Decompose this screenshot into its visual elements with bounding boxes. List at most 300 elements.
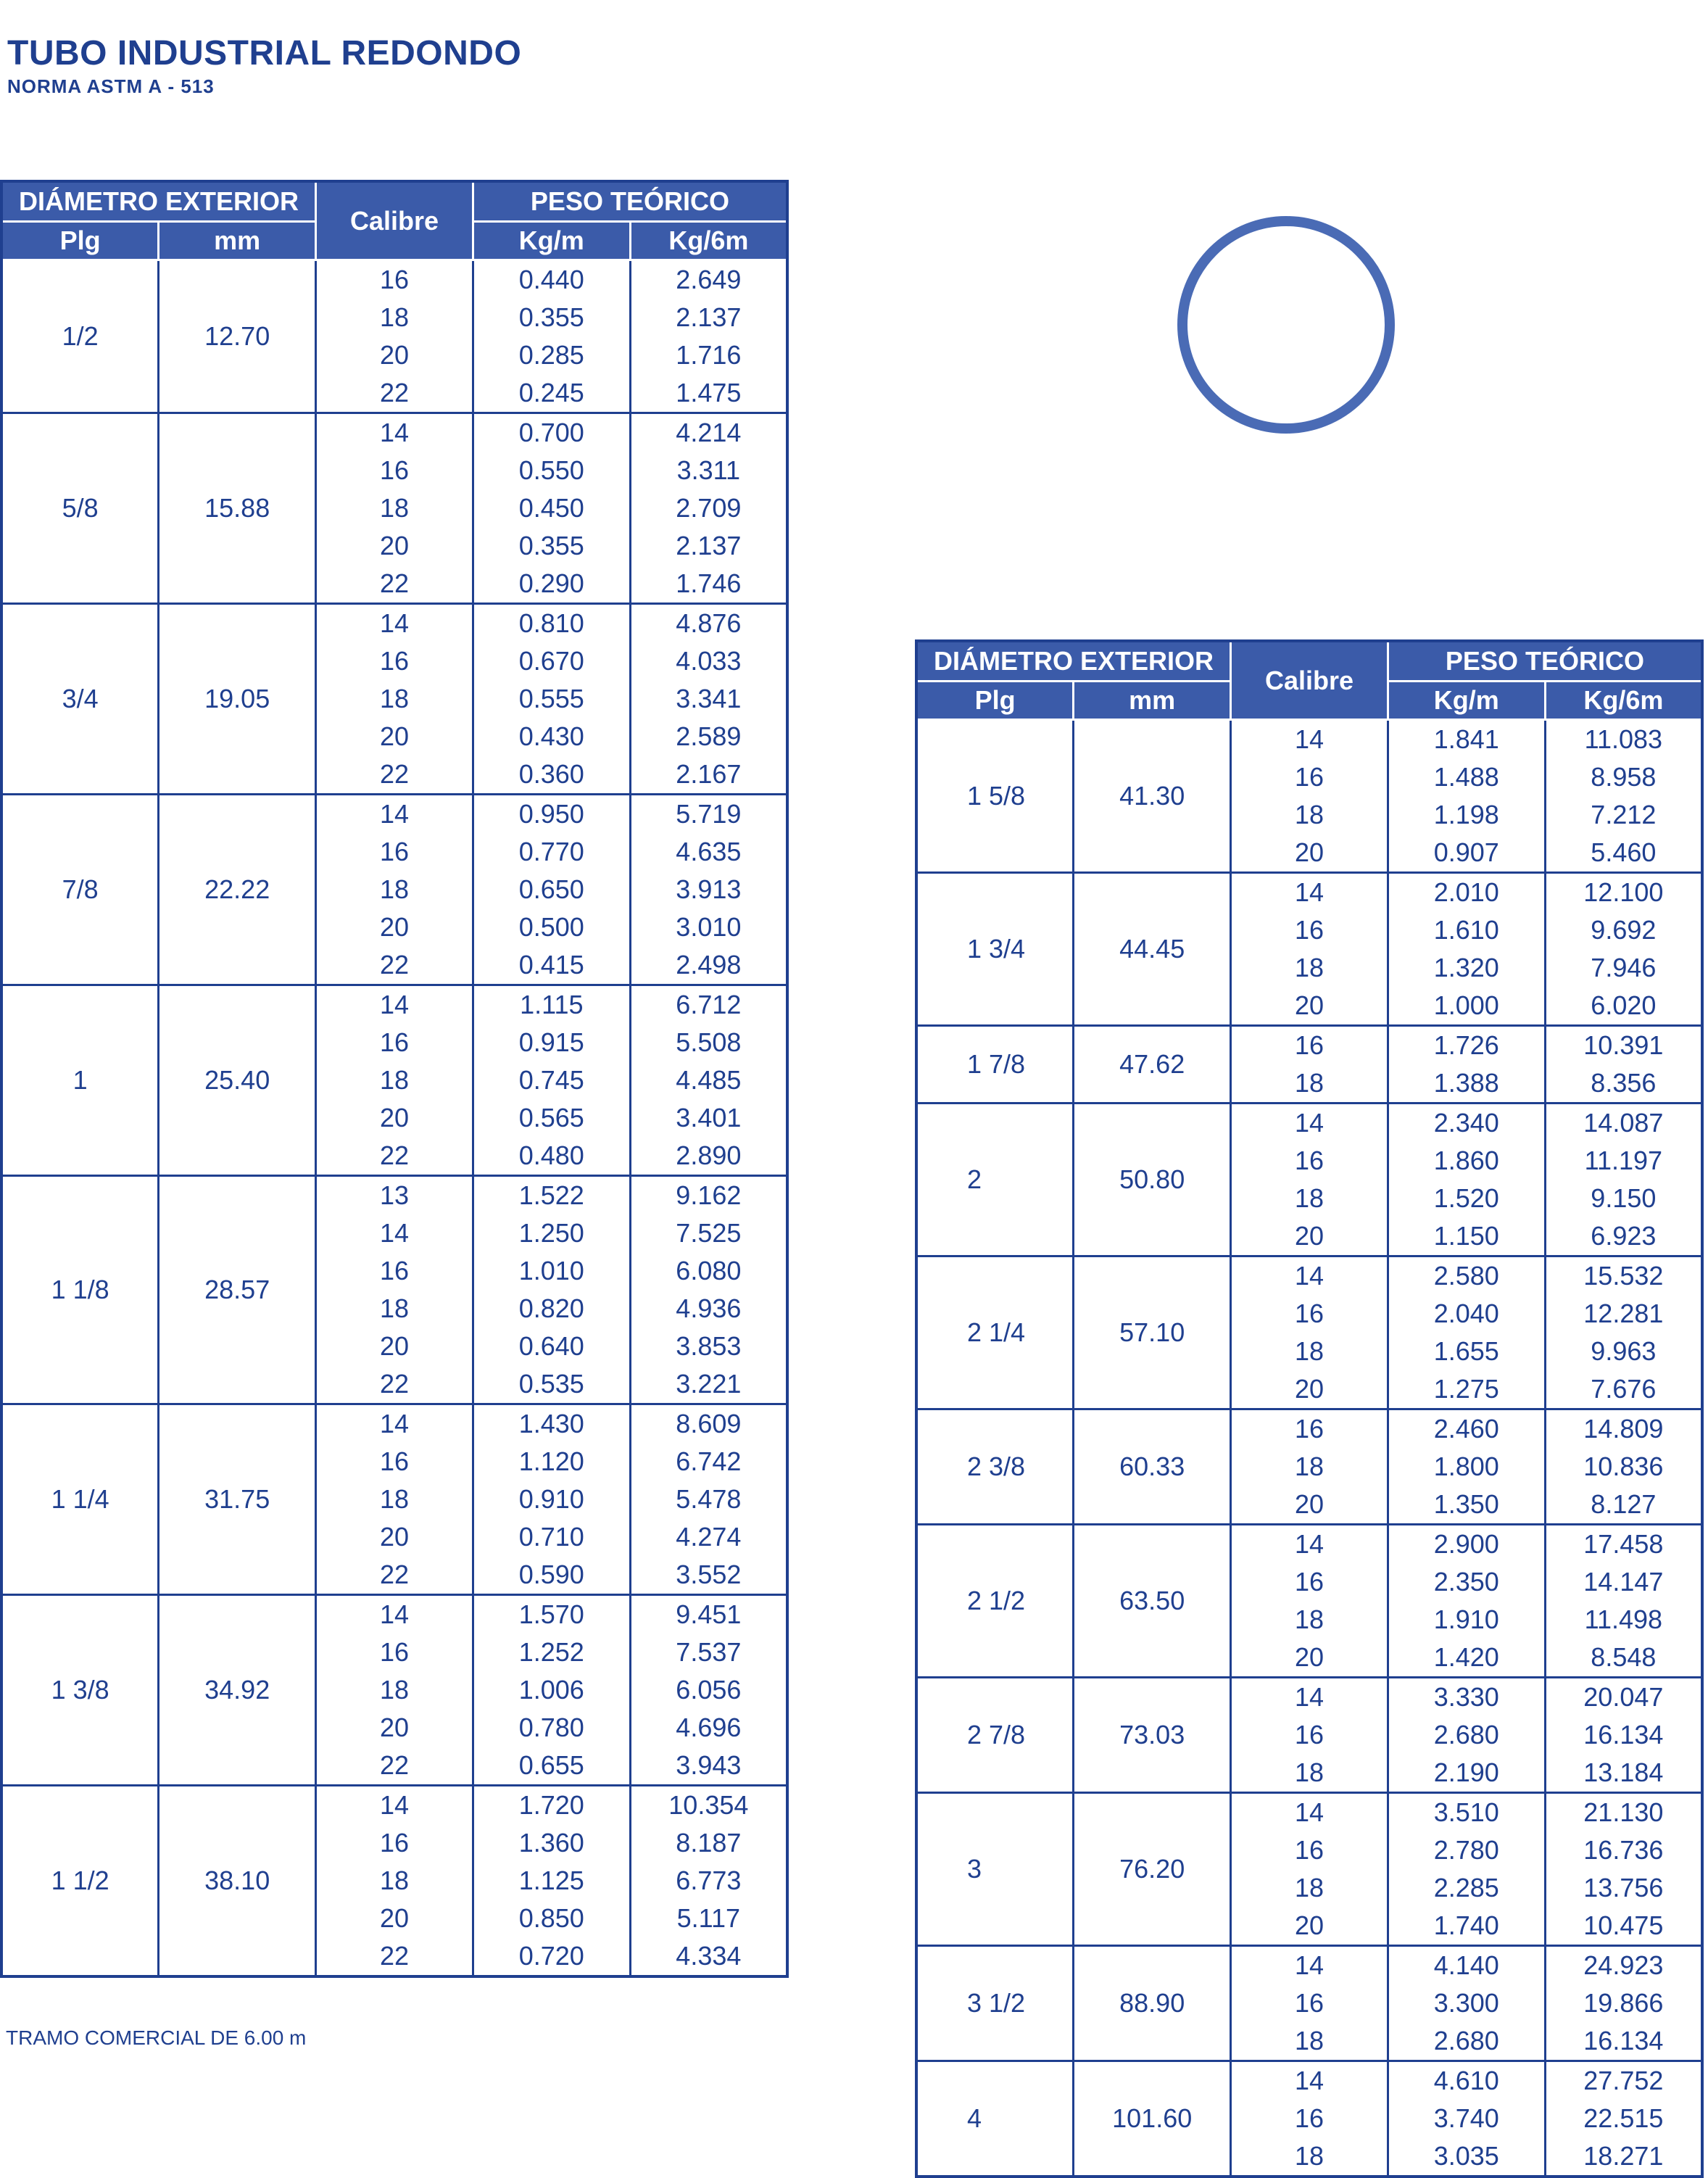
cell-kgm: 0.710 (473, 1518, 630, 1556)
cell-calibre: 14 (316, 1786, 473, 1825)
cell-kgm: 1.910 (1388, 1601, 1545, 1639)
cell-calibre: 20 (1231, 1639, 1388, 1678)
cell-kg6m: 6.080 (630, 1252, 787, 1290)
cell-kg6m: 16.134 (1545, 2022, 1702, 2061)
table-row (916, 1678, 1702, 1717)
cell-plg: 2 (916, 1104, 1074, 1256)
cell-calibre: 18 (1231, 1601, 1388, 1639)
cell-calibre: 18 (316, 1862, 473, 1900)
cell-kg6m: 9.963 (1545, 1333, 1702, 1370)
cell-kgm: 1.520 (1388, 1180, 1545, 1217)
cell-calibre: 18 (316, 299, 473, 336)
cell-kgm: 0.290 (473, 565, 630, 604)
cell-calibre: 16 (1231, 1295, 1388, 1333)
cell-calibre: 20 (316, 1709, 473, 1747)
table-row (916, 2061, 1702, 2100)
cell-kgm: 1.800 (1388, 1448, 1545, 1486)
cell-calibre: 20 (316, 527, 473, 565)
cell-kg6m: 2.890 (630, 1137, 787, 1176)
cell-calibre: 18 (316, 680, 473, 718)
cell-calibre: 18 (316, 1671, 473, 1709)
header-kgm: Kg/m (1388, 682, 1545, 720)
cell-calibre: 20 (1231, 987, 1388, 1026)
cell-calibre: 14 (316, 795, 473, 834)
cell-calibre: 16 (1231, 1716, 1388, 1754)
cell-kgm: 3.300 (1388, 1984, 1545, 2022)
cell-kgm: 1.720 (473, 1786, 630, 1825)
cell-kgm: 0.780 (473, 1709, 630, 1747)
cell-kg6m: 18.271 (1545, 2137, 1702, 2177)
page-subtitle: NORMA ASTM A - 513 (7, 75, 215, 97)
cell-kg6m: 4.214 (630, 413, 787, 452)
cell-mm: 60.33 (1074, 1409, 1231, 1525)
cell-calibre: 20 (1231, 834, 1388, 873)
cell-kgm: 1.115 (473, 985, 630, 1024)
cell-kgm: 1.522 (473, 1176, 630, 1215)
cell-kgm: 2.580 (1388, 1256, 1545, 1296)
cell-kgm: 0.950 (473, 795, 630, 834)
cell-kgm: 0.355 (473, 527, 630, 565)
cell-kg6m: 2.137 (630, 527, 787, 565)
cell-kg6m: 8.548 (1545, 1639, 1702, 1678)
cell-kgm: 1.430 (473, 1404, 630, 1444)
table-row (916, 1525, 1702, 1564)
cell-kg6m: 8.958 (1545, 758, 1702, 796)
cell-kgm: 0.535 (473, 1365, 630, 1404)
cell-kgm: 3.510 (1388, 1793, 1545, 1832)
table-row (1, 413, 787, 452)
cell-kg6m: 8.356 (1545, 1064, 1702, 1104)
cell-calibre: 16 (1231, 911, 1388, 949)
cell-kgm: 0.440 (473, 260, 630, 299)
cell-calibre: 14 (1231, 720, 1388, 759)
cell-kgm: 4.140 (1388, 1946, 1545, 1985)
page-title: TUBO INDUSTRIAL REDONDO (7, 34, 522, 73)
cell-plg: 1 7/8 (916, 1026, 1074, 1104)
cell-mm: 12.70 (159, 260, 316, 413)
cell-kg6m: 4.033 (630, 642, 787, 680)
cell-mm: 34.92 (159, 1595, 316, 1786)
cell-kgm: 0.590 (473, 1556, 630, 1595)
cell-kgm: 2.190 (1388, 1754, 1545, 1793)
cell-kgm: 0.907 (1388, 834, 1545, 873)
cell-kg6m: 20.047 (1545, 1678, 1702, 1717)
table-row (916, 1256, 1702, 1296)
cell-calibre: 18 (316, 1481, 473, 1518)
cell-kg6m: 16.134 (1545, 1716, 1702, 1754)
cell-kg6m: 3.943 (630, 1747, 787, 1786)
cell-kg6m: 14.809 (1545, 1409, 1702, 1449)
cell-mm: 57.10 (1074, 1256, 1231, 1409)
cell-kgm: 1.350 (1388, 1486, 1545, 1525)
cell-kgm: 0.480 (473, 1137, 630, 1176)
cell-kg6m: 4.696 (630, 1709, 787, 1747)
cell-calibre: 16 (316, 1252, 473, 1290)
cell-calibre: 16 (316, 1824, 473, 1862)
cell-kgm: 1.120 (473, 1443, 630, 1481)
table-row (1, 985, 787, 1024)
cell-kg6m: 2.167 (630, 755, 787, 795)
cell-kgm: 1.841 (1388, 720, 1545, 759)
cell-kgm: 1.570 (473, 1595, 630, 1634)
cell-kgm: 0.550 (473, 452, 630, 489)
cell-mm: 88.90 (1074, 1946, 1231, 2061)
cell-plg: 1 3/4 (916, 873, 1074, 1026)
cell-kgm: 3.035 (1388, 2137, 1545, 2177)
cell-calibre: 14 (1231, 1104, 1388, 1143)
cell-calibre: 18 (1231, 1448, 1388, 1486)
cell-kgm: 0.820 (473, 1290, 630, 1328)
cell-kgm: 1.388 (1388, 1064, 1545, 1104)
cell-kgm: 1.125 (473, 1862, 630, 1900)
header-diametro: DIÁMETRO EXTERIOR (916, 641, 1231, 682)
table-row (1, 795, 787, 834)
cell-kg6m: 7.946 (1545, 949, 1702, 987)
cell-calibre: 18 (1231, 1333, 1388, 1370)
cell-kgm: 0.745 (473, 1061, 630, 1099)
cell-plg: 4 (916, 2061, 1074, 2177)
cell-kgm: 1.010 (473, 1252, 630, 1290)
cell-calibre: 18 (1231, 1754, 1388, 1793)
cell-kg6m: 7.676 (1545, 1370, 1702, 1409)
cell-calibre: 18 (1231, 1064, 1388, 1104)
cell-calibre: 16 (316, 642, 473, 680)
cell-calibre: 14 (316, 604, 473, 643)
cell-kgm: 4.610 (1388, 2061, 1545, 2100)
cell-kg6m: 1.716 (630, 336, 787, 374)
cell-kgm: 0.910 (473, 1481, 630, 1518)
table-row (1, 1404, 787, 1444)
cell-calibre: 14 (316, 1595, 473, 1634)
cell-kg6m: 11.498 (1545, 1601, 1702, 1639)
cell-kg6m: 16.736 (1545, 1831, 1702, 1869)
cell-kgm: 0.650 (473, 871, 630, 908)
cell-plg: 5/8 (1, 413, 159, 604)
cell-kg6m: 5.508 (630, 1024, 787, 1061)
cell-kgm: 0.670 (473, 642, 630, 680)
cell-calibre: 14 (316, 413, 473, 452)
header-diametro: DIÁMETRO EXTERIOR (1, 181, 316, 222)
cell-kg6m: 4.635 (630, 833, 787, 871)
cell-calibre: 22 (316, 755, 473, 795)
cell-calibre: 20 (1231, 1907, 1388, 1946)
table-row (916, 1793, 1702, 1832)
cell-kg6m: 2.709 (630, 489, 787, 527)
cell-kg6m: 6.773 (630, 1862, 787, 1900)
cell-kgm: 1.275 (1388, 1370, 1545, 1409)
cell-plg: 1 5/8 (916, 720, 1074, 873)
cell-calibre: 16 (316, 1024, 473, 1061)
cell-calibre: 14 (1231, 2061, 1388, 2100)
header-calibre: Calibre (316, 181, 473, 260)
cell-kg6m: 5.460 (1545, 834, 1702, 873)
cell-calibre: 22 (316, 565, 473, 604)
cell-kg6m: 15.532 (1545, 1256, 1702, 1296)
cell-calibre: 18 (316, 1290, 473, 1328)
table-row (916, 1026, 1702, 1065)
cell-kg6m: 13.756 (1545, 1869, 1702, 1907)
cell-kg6m: 6.742 (630, 1443, 787, 1481)
cell-calibre: 22 (316, 1365, 473, 1404)
cell-kg6m: 2.589 (630, 718, 787, 755)
cell-kg6m: 1.746 (630, 565, 787, 604)
cell-kg6m: 4.936 (630, 1290, 787, 1328)
cell-kgm: 2.040 (1388, 1295, 1545, 1333)
cell-kg6m: 3.913 (630, 871, 787, 908)
table-row (916, 1946, 1702, 1985)
cell-calibre: 18 (1231, 2022, 1388, 2061)
cell-kgm: 1.655 (1388, 1333, 1545, 1370)
cell-kgm: 0.450 (473, 489, 630, 527)
cell-kgm: 0.245 (473, 374, 630, 413)
cell-calibre: 18 (1231, 2137, 1388, 2177)
cell-kgm: 0.655 (473, 1747, 630, 1786)
cell-plg: 1 1/2 (1, 1786, 159, 1977)
table-row (1, 260, 787, 299)
cell-plg: 7/8 (1, 795, 159, 985)
cell-calibre: 14 (1231, 1525, 1388, 1564)
cell-kg6m: 19.866 (1545, 1984, 1702, 2022)
cell-plg: 1 3/8 (1, 1595, 159, 1786)
header-peso: PESO TEÓRICO (1388, 641, 1702, 682)
cell-kgm: 0.915 (473, 1024, 630, 1061)
cell-kgm: 2.010 (1388, 873, 1545, 912)
header-peso: PESO TEÓRICO (473, 181, 787, 222)
spec-table-right (915, 639, 1704, 2178)
cell-kgm: 1.610 (1388, 911, 1545, 949)
cell-kg6m: 5.478 (630, 1481, 787, 1518)
cell-kg6m: 8.127 (1545, 1486, 1702, 1525)
cell-kgm: 1.198 (1388, 796, 1545, 834)
cell-kg6m: 10.391 (1545, 1026, 1702, 1065)
cell-kgm: 2.680 (1388, 2022, 1545, 2061)
tube-cross-section-icon (1177, 216, 1395, 434)
cell-kg6m: 2.649 (630, 260, 787, 299)
cell-calibre: 16 (1231, 1142, 1388, 1180)
cell-kg6m: 3.341 (630, 680, 787, 718)
cell-kg6m: 4.274 (630, 1518, 787, 1556)
cell-plg: 2 1/2 (916, 1525, 1074, 1678)
cell-kgm: 2.350 (1388, 1563, 1545, 1601)
table-row (916, 1104, 1702, 1143)
cell-plg: 3 (916, 1793, 1074, 1946)
cell-kgm: 0.850 (473, 1900, 630, 1937)
cell-mm: 19.05 (159, 604, 316, 795)
cell-mm: 76.20 (1074, 1793, 1231, 1946)
cell-kg6m: 3.010 (630, 908, 787, 946)
cell-kg6m: 12.100 (1545, 873, 1702, 912)
cell-calibre: 20 (316, 336, 473, 374)
cell-calibre: 14 (316, 985, 473, 1024)
cell-plg: 2 3/8 (916, 1409, 1074, 1525)
cell-kg6m: 7.212 (1545, 796, 1702, 834)
cell-calibre: 18 (1231, 949, 1388, 987)
cell-mm: 73.03 (1074, 1678, 1231, 1793)
table-row (916, 1409, 1702, 1449)
cell-calibre: 18 (316, 871, 473, 908)
cell-kg6m: 17.458 (1545, 1525, 1702, 1564)
cell-kgm: 2.285 (1388, 1869, 1545, 1907)
cell-kg6m: 4.334 (630, 1937, 787, 1976)
cell-kgm: 1.360 (473, 1824, 630, 1862)
cell-mm: 31.75 (159, 1404, 316, 1595)
cell-kgm: 1.150 (1388, 1217, 1545, 1256)
cell-calibre: 14 (1231, 873, 1388, 912)
cell-plg: 1 1/8 (1, 1176, 159, 1404)
cell-kg6m: 3.311 (630, 452, 787, 489)
cell-kgm: 1.000 (1388, 987, 1545, 1026)
cell-kg6m: 9.451 (630, 1595, 787, 1634)
cell-plg: 3/4 (1, 604, 159, 795)
cell-calibre: 14 (1231, 1256, 1388, 1296)
cell-plg: 2 7/8 (916, 1678, 1074, 1793)
cell-kgm: 2.340 (1388, 1104, 1545, 1143)
cell-kg6m: 24.923 (1545, 1946, 1702, 1985)
cell-kgm: 2.680 (1388, 1716, 1545, 1754)
cell-calibre: 16 (316, 452, 473, 489)
cell-kgm: 0.700 (473, 413, 630, 452)
cell-kg6m: 4.876 (630, 604, 787, 643)
header-kg6m: Kg/6m (630, 222, 787, 260)
cell-kg6m: 6.020 (1545, 987, 1702, 1026)
cell-mm: 47.62 (1074, 1026, 1231, 1104)
table-row (1, 1786, 787, 1825)
cell-kg6m: 27.752 (1545, 2061, 1702, 2100)
header-kgm: Kg/m (473, 222, 630, 260)
cell-mm: 15.88 (159, 413, 316, 604)
cell-kgm: 0.355 (473, 299, 630, 336)
cell-kg6m: 3.552 (630, 1556, 787, 1595)
cell-calibre: 22 (316, 1937, 473, 1976)
cell-kgm: 1.420 (1388, 1639, 1545, 1678)
cell-mm: 101.60 (1074, 2061, 1231, 2177)
cell-calibre: 16 (1231, 1026, 1388, 1065)
table-row (916, 873, 1702, 912)
header-plg: Plg (916, 682, 1074, 720)
table-row (1, 1176, 787, 1215)
cell-mm: 44.45 (1074, 873, 1231, 1026)
cell-calibre: 16 (316, 1443, 473, 1481)
cell-calibre: 16 (1231, 758, 1388, 796)
cell-kgm: 0.415 (473, 946, 630, 985)
cell-kg6m: 10.354 (630, 1786, 787, 1825)
cell-calibre: 22 (316, 374, 473, 413)
cell-mm: 41.30 (1074, 720, 1231, 873)
cell-kg6m: 14.087 (1545, 1104, 1702, 1143)
cell-kg6m: 10.475 (1545, 1907, 1702, 1946)
table-row (1, 604, 787, 643)
cell-calibre: 16 (1231, 1984, 1388, 2022)
cell-kgm: 0.720 (473, 1937, 630, 1976)
cell-plg: 2 1/4 (916, 1256, 1074, 1409)
cell-kgm: 2.900 (1388, 1525, 1545, 1564)
cell-calibre: 18 (316, 1061, 473, 1099)
cell-kgm: 1.250 (473, 1214, 630, 1252)
cell-plg: 1/2 (1, 260, 159, 413)
cell-kgm: 0.770 (473, 833, 630, 871)
cell-kg6m: 21.130 (1545, 1793, 1702, 1832)
cell-kg6m: 11.197 (1545, 1142, 1702, 1180)
cell-kg6m: 7.537 (630, 1634, 787, 1671)
cell-calibre: 16 (316, 833, 473, 871)
cell-mm: 63.50 (1074, 1525, 1231, 1678)
cell-calibre: 20 (1231, 1370, 1388, 1409)
table-row (1, 1595, 787, 1634)
cell-kgm: 0.500 (473, 908, 630, 946)
cell-kg6m: 5.117 (630, 1900, 787, 1937)
cell-calibre: 22 (316, 946, 473, 985)
cell-calibre: 20 (316, 1328, 473, 1365)
cell-plg: 1 (1, 985, 159, 1176)
cell-kg6m: 9.150 (1545, 1180, 1702, 1217)
cell-calibre: 16 (1231, 1409, 1388, 1449)
cell-kgm: 3.330 (1388, 1678, 1545, 1717)
cell-plg: 3 1/2 (916, 1946, 1074, 2061)
cell-calibre: 18 (316, 489, 473, 527)
cell-kgm: 2.780 (1388, 1831, 1545, 1869)
cell-kg6m: 10.836 (1545, 1448, 1702, 1486)
cell-calibre: 16 (1231, 1563, 1388, 1601)
cell-kg6m: 8.187 (630, 1824, 787, 1862)
cell-kg6m: 3.853 (630, 1328, 787, 1365)
cell-calibre: 22 (316, 1137, 473, 1176)
cell-kg6m: 8.609 (630, 1404, 787, 1444)
cell-calibre: 14 (1231, 1678, 1388, 1717)
cell-calibre: 20 (316, 718, 473, 755)
cell-kgm: 0.285 (473, 336, 630, 374)
cell-calibre: 14 (316, 1214, 473, 1252)
cell-calibre: 13 (316, 1176, 473, 1215)
cell-calibre: 14 (316, 1404, 473, 1444)
cell-kg6m: 6.923 (1545, 1217, 1702, 1256)
cell-mm: 50.80 (1074, 1104, 1231, 1256)
cell-calibre: 22 (316, 1747, 473, 1786)
cell-kgm: 1.252 (473, 1634, 630, 1671)
cell-calibre: 20 (316, 1099, 473, 1137)
cell-calibre: 18 (1231, 1869, 1388, 1907)
cell-kg6m: 3.401 (630, 1099, 787, 1137)
cell-mm: 28.57 (159, 1176, 316, 1404)
cell-kgm: 3.740 (1388, 2100, 1545, 2137)
cell-kgm: 1.860 (1388, 1142, 1545, 1180)
cell-kg6m: 6.712 (630, 985, 787, 1024)
cell-kgm: 1.488 (1388, 758, 1545, 796)
cell-kg6m: 6.056 (630, 1671, 787, 1709)
cell-calibre: 20 (1231, 1486, 1388, 1525)
cell-kg6m: 22.515 (1545, 2100, 1702, 2137)
cell-calibre: 20 (316, 1900, 473, 1937)
cell-calibre: 16 (1231, 2100, 1388, 2137)
cell-kgm: 0.430 (473, 718, 630, 755)
cell-kg6m: 4.485 (630, 1061, 787, 1099)
cell-calibre: 20 (1231, 1217, 1388, 1256)
cell-kgm: 0.640 (473, 1328, 630, 1365)
cell-kgm: 0.810 (473, 604, 630, 643)
cell-kg6m: 2.137 (630, 299, 787, 336)
cell-kgm: 1.006 (473, 1671, 630, 1709)
cell-kg6m: 14.147 (1545, 1563, 1702, 1601)
cell-calibre: 14 (1231, 1946, 1388, 1985)
cell-kg6m: 9.162 (630, 1176, 787, 1215)
table-row (916, 720, 1702, 759)
cell-plg: 1 1/4 (1, 1404, 159, 1595)
cell-kg6m: 7.525 (630, 1214, 787, 1252)
header-kg6m: Kg/6m (1545, 682, 1702, 720)
cell-calibre: 16 (316, 260, 473, 299)
cell-kgm: 0.555 (473, 680, 630, 718)
cell-calibre: 20 (316, 908, 473, 946)
footer-note: TRAMO COMERCIAL DE 6.00 m (6, 2026, 307, 2049)
